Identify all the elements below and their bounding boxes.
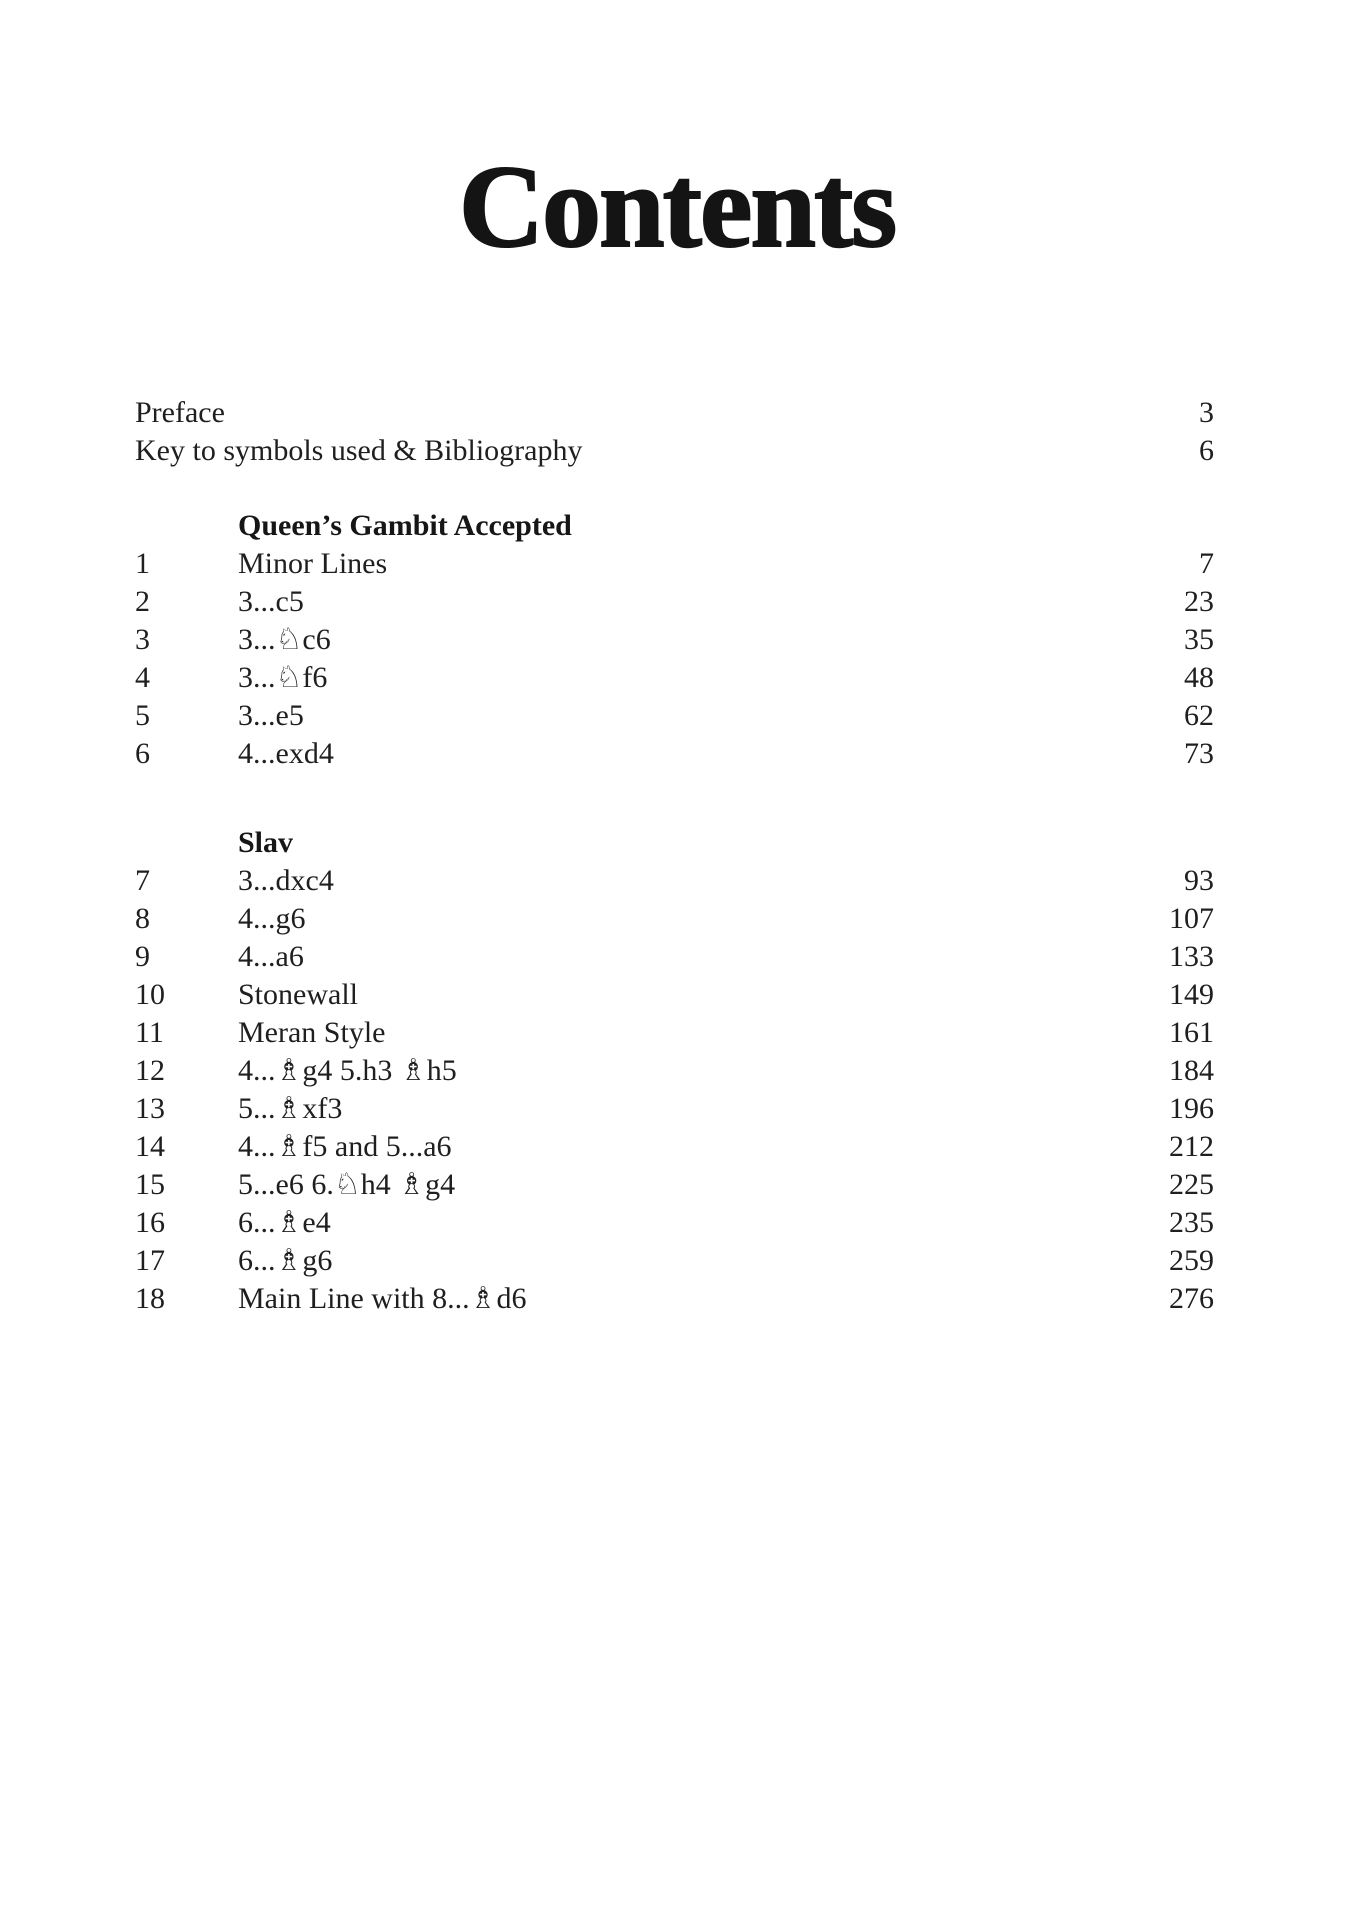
page-title: Contents	[458, 141, 896, 272]
chapter-number: 16	[135, 1206, 165, 1239]
page-number: 48	[1184, 661, 1214, 694]
toc-row	[135, 697, 1214, 735]
chapter-number: 11	[135, 1016, 164, 1049]
page-number: 259	[1169, 1244, 1214, 1277]
chapter-number: 4	[135, 661, 150, 694]
page-number: 235	[1169, 1206, 1214, 1239]
page-number: 225	[1169, 1168, 1214, 1201]
chapter-number: 12	[135, 1054, 165, 1087]
toc-row	[135, 900, 1214, 938]
chapter-title: Stonewall	[238, 978, 358, 1011]
toc-row	[135, 1090, 1214, 1128]
table-of-contents	[135, 394, 1214, 1318]
toc-row	[135, 659, 1214, 697]
page-number: 6	[1199, 434, 1214, 467]
toc-row	[135, 1204, 1214, 1242]
chapter-title: 4...♗f5 and 5...a6	[238, 1130, 452, 1163]
page-number: 3	[1199, 396, 1214, 429]
section-queens-gambit-accepted	[135, 507, 1214, 773]
chapter-title: 4...exd4	[238, 737, 334, 770]
chapter-number: 9	[135, 940, 150, 973]
toc-row	[135, 1242, 1214, 1280]
page-number: 149	[1169, 978, 1214, 1011]
chapter-title: 6...♗e4	[238, 1206, 331, 1239]
chapter-title: 4...♗g4 5.h3 ♗h5	[238, 1054, 457, 1087]
chapter-number: 6	[135, 737, 150, 770]
chapter-title: 3...c5	[238, 585, 304, 618]
chapter-number: 5	[135, 699, 150, 732]
chapter-title: 6...♗g6	[238, 1244, 333, 1277]
toc-row-key-to-symbols	[135, 432, 1214, 470]
entry-label: Key to symbols used & Bibliography	[135, 434, 583, 467]
chapter-number: 15	[135, 1168, 165, 1201]
toc-row	[135, 938, 1214, 976]
toc-row	[135, 1128, 1214, 1166]
page-number: 107	[1169, 902, 1214, 935]
entry-label: Preface	[135, 396, 225, 429]
chapter-number: 8	[135, 902, 150, 935]
page-number: 62	[1184, 699, 1214, 732]
chapter-number: 10	[135, 978, 165, 1011]
chapter-number: 13	[135, 1092, 165, 1125]
page-number: 7	[1199, 547, 1214, 580]
toc-row	[135, 1052, 1214, 1090]
section-slav	[135, 824, 1214, 1318]
toc-row	[135, 862, 1214, 900]
toc-row	[135, 545, 1214, 583]
page-number: 276	[1169, 1282, 1214, 1315]
toc-row	[135, 621, 1214, 659]
chapter-number: 2	[135, 585, 150, 618]
toc-row	[135, 583, 1214, 621]
chapter-title: Minor Lines	[238, 547, 388, 580]
chapter-title: 3...dxc4	[238, 864, 334, 897]
chapter-title: Meran Style	[238, 1016, 386, 1049]
chapter-title: 3...♘f6	[238, 661, 328, 694]
toc-row	[135, 1014, 1214, 1052]
chapter-title: 3...e5	[238, 699, 304, 732]
chapter-title: 3...♘c6	[238, 623, 331, 656]
chapter-number: 3	[135, 623, 150, 656]
section-heading: Queen’s Gambit Accepted	[238, 509, 572, 542]
page-number: 93	[1184, 864, 1214, 897]
page-number: 35	[1184, 623, 1214, 656]
toc-row	[135, 1280, 1214, 1318]
chapter-number: 18	[135, 1282, 165, 1315]
page-number: 23	[1184, 585, 1214, 618]
page-number: 212	[1169, 1130, 1214, 1163]
page-number: 133	[1169, 940, 1214, 973]
page-number: 73	[1184, 737, 1214, 770]
chapter-title: 5...♗xf3	[238, 1092, 343, 1125]
section-heading: Slav	[238, 826, 294, 859]
chapter-title: Main Line with 8...♗d6	[238, 1282, 527, 1315]
chapter-title: 4...g6	[238, 902, 306, 935]
page-number: 196	[1169, 1092, 1214, 1125]
chapter-title: 5...e6 6.♘h4 ♗g4	[238, 1168, 456, 1201]
toc-row	[135, 976, 1214, 1014]
toc-row	[135, 1166, 1214, 1204]
toc-row	[135, 735, 1214, 773]
chapter-number: 7	[135, 864, 150, 897]
chapter-number: 1	[135, 547, 150, 580]
chapter-number: 14	[135, 1130, 165, 1163]
chapter-number: 17	[135, 1244, 165, 1277]
page-number: 184	[1169, 1054, 1214, 1087]
toc-row-preface	[135, 394, 1214, 432]
chapter-title: 4...a6	[238, 940, 304, 973]
page-number: 161	[1169, 1016, 1214, 1049]
